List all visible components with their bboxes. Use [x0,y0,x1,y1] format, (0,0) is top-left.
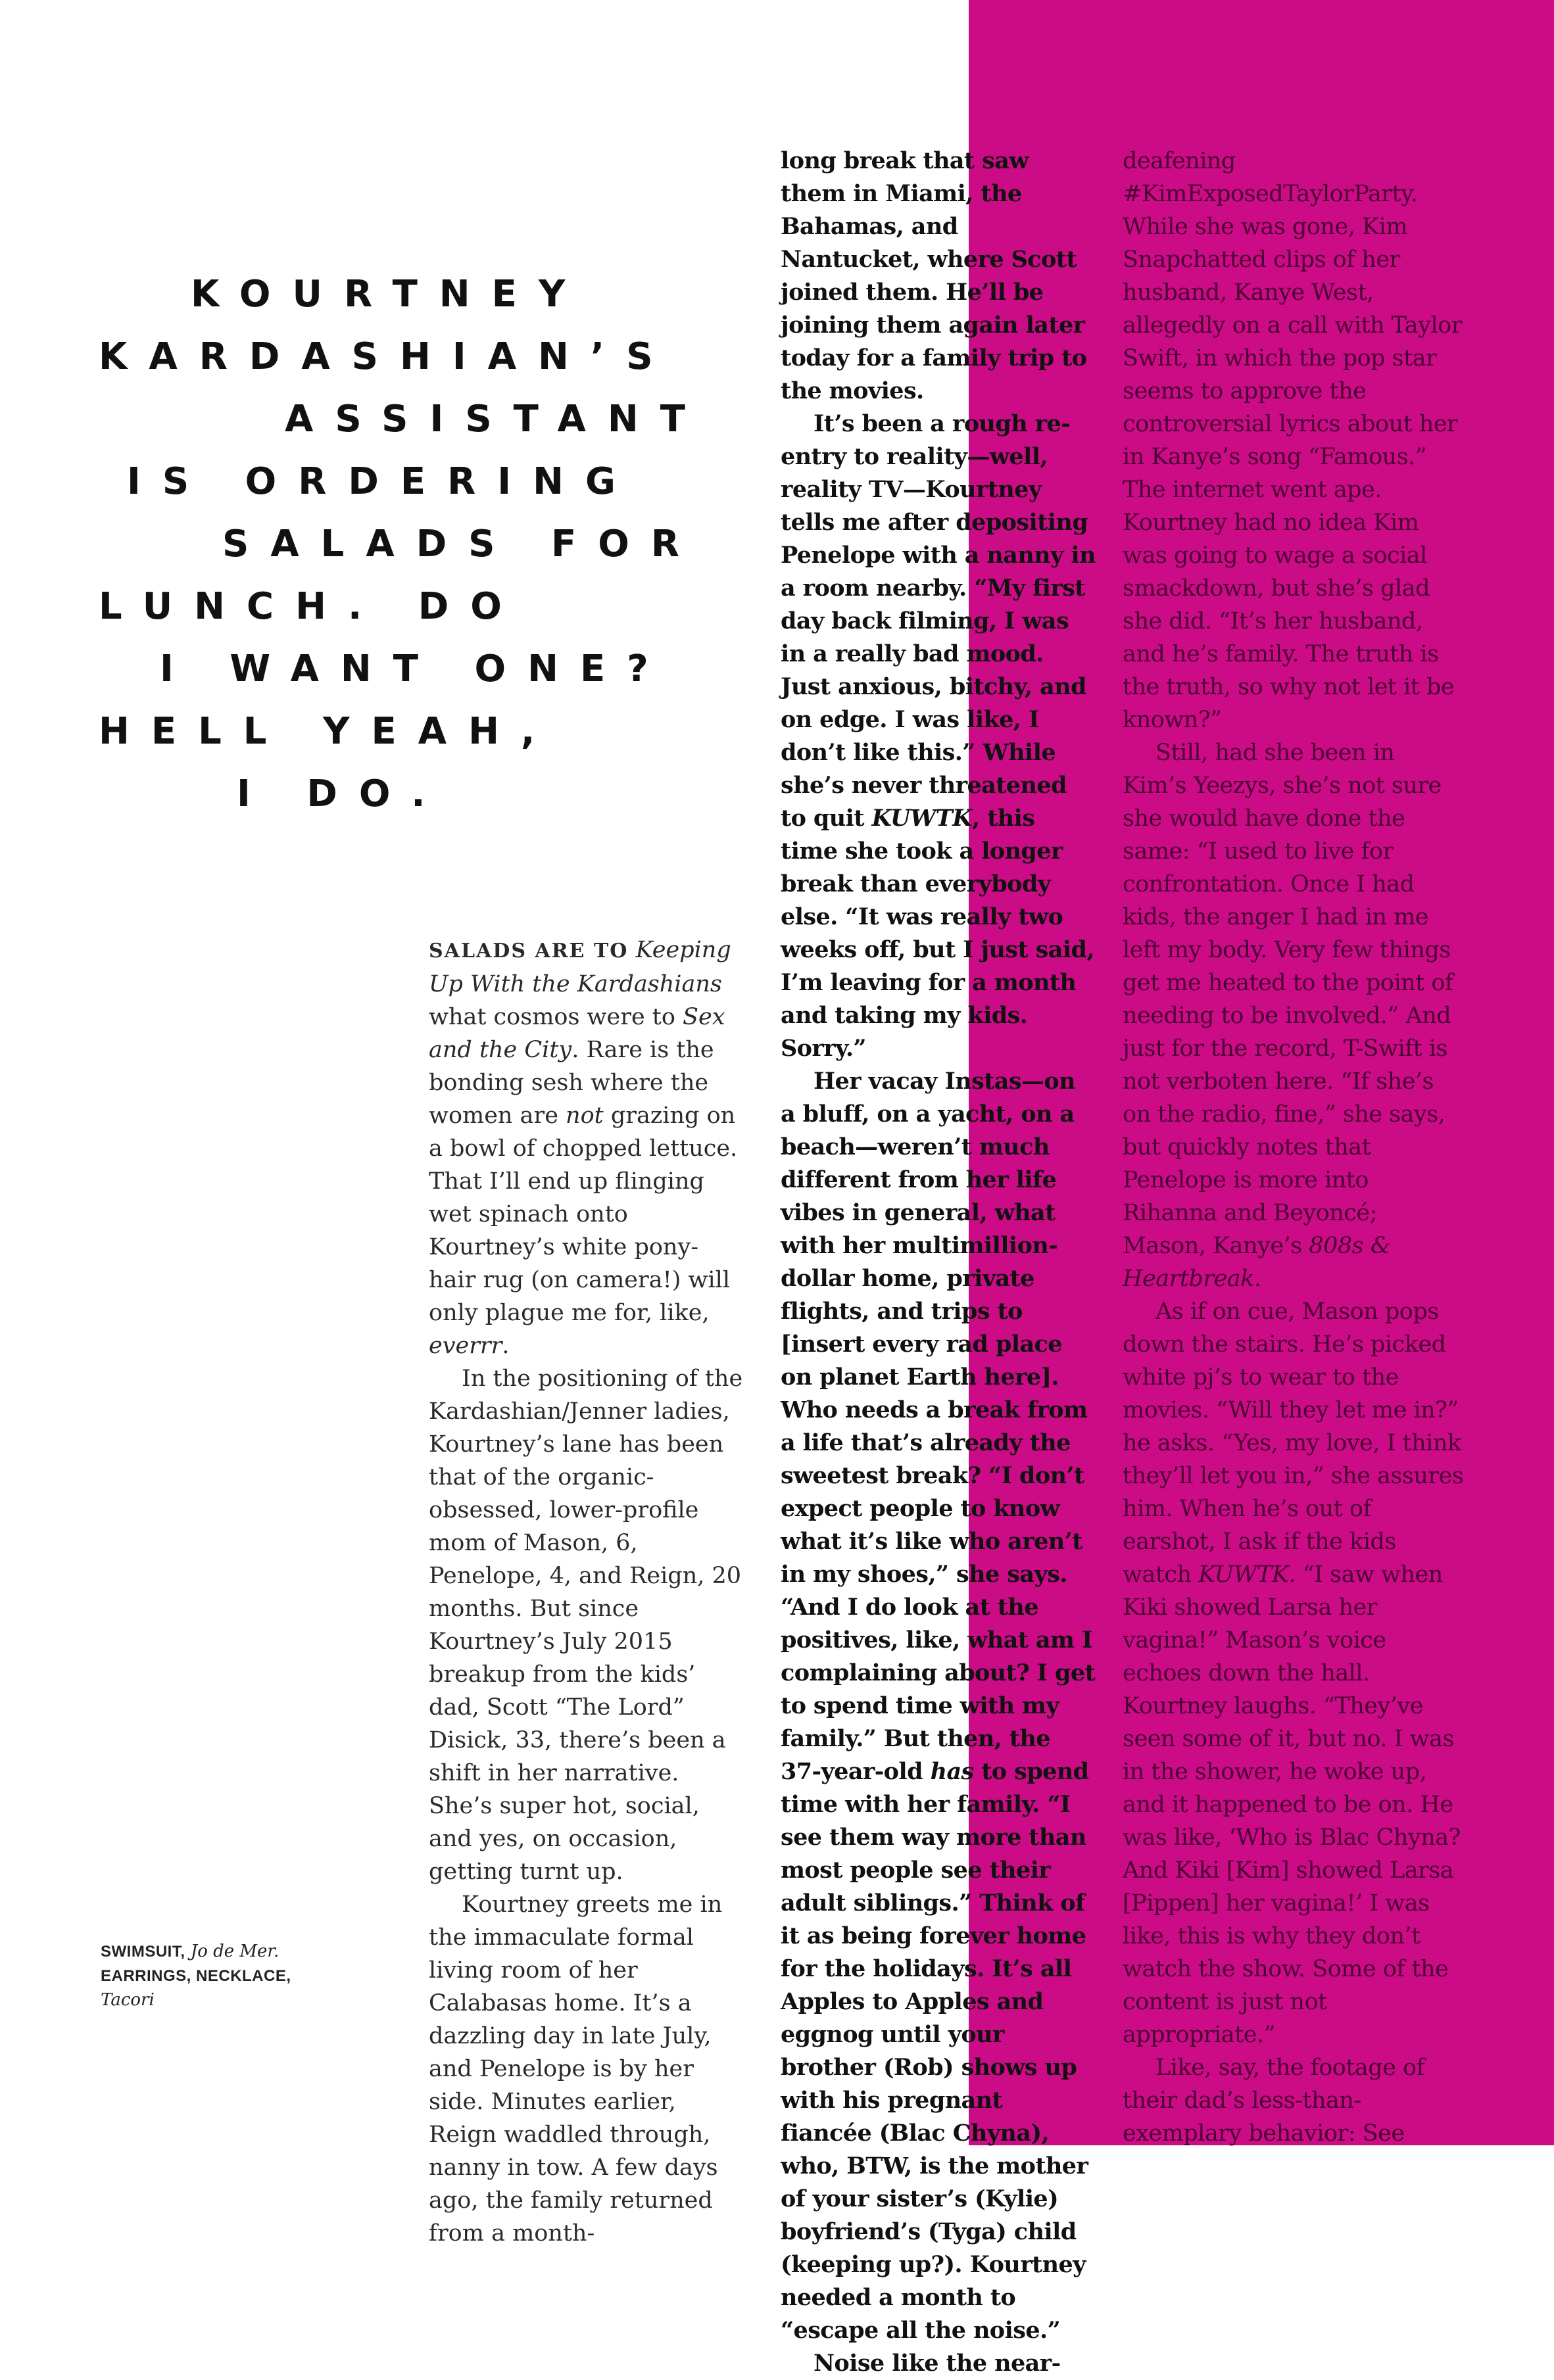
article-column-2 [781,145,1096,2380]
credit-value: Tacori [101,1990,155,2010]
photo-credit [101,1940,318,2012]
article-paragraph: Kourtney greets me in the immaculate formal living room of her Calabasas home. It’s a dazzling day in late July, and Penelope is by her side. Minutes earlier, Reign waddled through, nanny in tow. A few days ago, the family returned from a month- [429,1892,723,2247]
text-run: It’s been a rough re-entry to reality—well, reality TV—Kourtney tells me after depositing Penelope with a nanny in a room nearby. “My first day back filming, I was in a really bad mood. Just anxious, bitchy, and on edge. I was like, I don’t like this.” While she’s never threatened to quit [781,410,1096,832]
article-paragraph [1123,1295,1465,2051]
text-run: . Rare is the bonding sesh where the women are [429,1037,714,1129]
article-paragraph: Like, say, the footage of their dad’s less-than-exemplary behavior: See [1123,2055,1425,2147]
article-paragraph: Noise like the near- [813,2350,1061,2377]
pull-quote-line: LUNCH. DO [99,585,523,628]
emphasis: everrr [429,1333,502,1359]
credit-label: EARRINGS, NECKLACE, [101,1967,291,1985]
article-paragraph [781,408,1096,1065]
show-title: Keeping Up With the Kardashians [429,937,731,997]
article-paragraph: In the positioning of the Kardashian/Jenner ladies, Kourtney’s lane has been that of the organic-obsessed, lower-profile mom of Mason, 6, Penelope, 4, and Reign, 20 months. But since Kourtney’s July 2015 breakup from the kids’ dad, Scott “The Lord” Disick, 33, there’s been a shift in her narrative. She’s super hot, social, and yes, on occasion, getting turnt up. [429,1366,743,1885]
article-paragraph [429,934,744,1362]
pull-quote-line: ASSISTANT [285,398,707,440]
pull-quote-line: KOURTNEY [191,273,587,316]
emphasis: not [566,1103,604,1129]
article-paragraph [781,1065,1096,2347]
article-column-1 [429,934,744,2250]
emphasis: has [930,1758,974,1785]
text-run: . “I saw when Kiki showed Larsa her vagina!” Mason’s voice echoes down the hall. Kourtney laughs. “They’ve seen some of it, but no. I was in the shower, he woke up, and it happened to be on. He was like, ‘Who is Blac Chyna? And Kiki [Kim] showed Larsa [Pippen] her vagina!’ I was like, this is why they don’t watch the show. Some of the content is just not appropriate.” [1123,1561,1461,2048]
show-title: KUWTK [871,805,972,832]
text-run: to spend time with her family. “I see them way more than most people see their adult siblings.” Think of it as being forever home for the holidays. It’s all Apples to Apples and eggnog until your brother (Rob) shows up with his pregnant fiancée (Blac Chyna), who, BTW, is the mother of your sister’s (Kylie) boyfriend’s (Tyga) child (keeping up?). Kourtney needed a month to “escape all the noise.” [781,1758,1089,2344]
pull-quote-line: KARDASHIAN’S [99,335,675,378]
pull-quote-line: IS ORDERING [127,460,637,503]
text-run: As if on cue, Mason pops down the stairs. He’s picked white pj’s to wear to the movies. “Will they let me in?” he asks. “Yes, my love, I think they’ll let you in,” she assures him. When he’s out of earshot, I ask if the kids watch [1123,1298,1464,1588]
pull-quote-line: SALADS FOR [222,523,701,565]
show-title: Sex and the City [429,1004,725,1063]
article-paragraph [1123,736,1465,1295]
credit-label: SWIMSUIT, [101,1943,185,1961]
text-run: grazing on a bowl of chopped lettuce. That I’ll end up flinging wet spinach onto Kourtney’s white pony-hair rug (on camera!) will only plague me for, like, [429,1103,738,1326]
text-run: what cosmos were to [429,1004,683,1030]
text-run: . [1253,1266,1261,1292]
credit-value: Jo de Mer. [190,1941,279,1961]
show-title: KUWTK [1198,1561,1289,1588]
pull-quote-line: I WANT ONE? [160,648,670,690]
article-paragraph: long break that saw them in Miami, the Bahamas, and Nantucket, where Scott joined them. He’ll be joining them again later today for a family trip to the movies. [781,147,1087,404]
text-run: . [502,1333,510,1359]
album-title: 808s & Heartbreak [1123,1233,1391,1292]
text-run: Still, had she been in Kim’s Yeezys, she’s not sure she would have done the same: “I used to live for confrontation. Once I had kids, the anger I had in me left my body. Very few things get me heated to the point of needing to be involved.” And just for the record, T-Swift is not verboten here. “If she’s on the radio, fine,” she says, but quickly notes that Penelope is more into Rihanna and Beyoncé; Mason, Kanye’s [1123,740,1453,1259]
article-column-3 [1123,145,1465,2150]
article-paragraph: deafening #KimExposedTaylorParty. While she was gone, Kim Snapchatted clips of her husband, Kanye West, allegedly on a call with Taylor Swift, in which the pop star seems to approve the controversial lyrics about her in Kanye’s song “Famous.” The internet went ape. Kourtney had no idea Kim was going to wage a social smackdown, but she’s glad she did. “It’s her husband, and he’s family. The truth is the truth, so why not let it be known?” [1123,148,1462,733]
lead-in: SALADS ARE TO [429,940,629,963]
text-run: Her vacay Instas—on a bluff, on a yacht, on a beach—weren’t much different from her life vibes in general, what with her multimillion-dollar home, private flights, and trips to [insert every rad place on planet Earth here]. Who needs a break from a life that’s already the sweetest break? “I don’t expect people to know what it’s like who aren’t in my shoes,” she says. “And I do look at the positives, like, what am I complaining about? I get to spend time with my family.” But then, the 37-year-old [781,1068,1096,1785]
pull-quote-line: HELL YEAH, [99,710,557,753]
pull-quote-line: I DO. [237,773,447,815]
text-run: , this time she took a longer break than everybody else. “It was really two weeks off, but I just said, I’m leaving for a month and taking my kids. Sorry.” [781,805,1094,1062]
